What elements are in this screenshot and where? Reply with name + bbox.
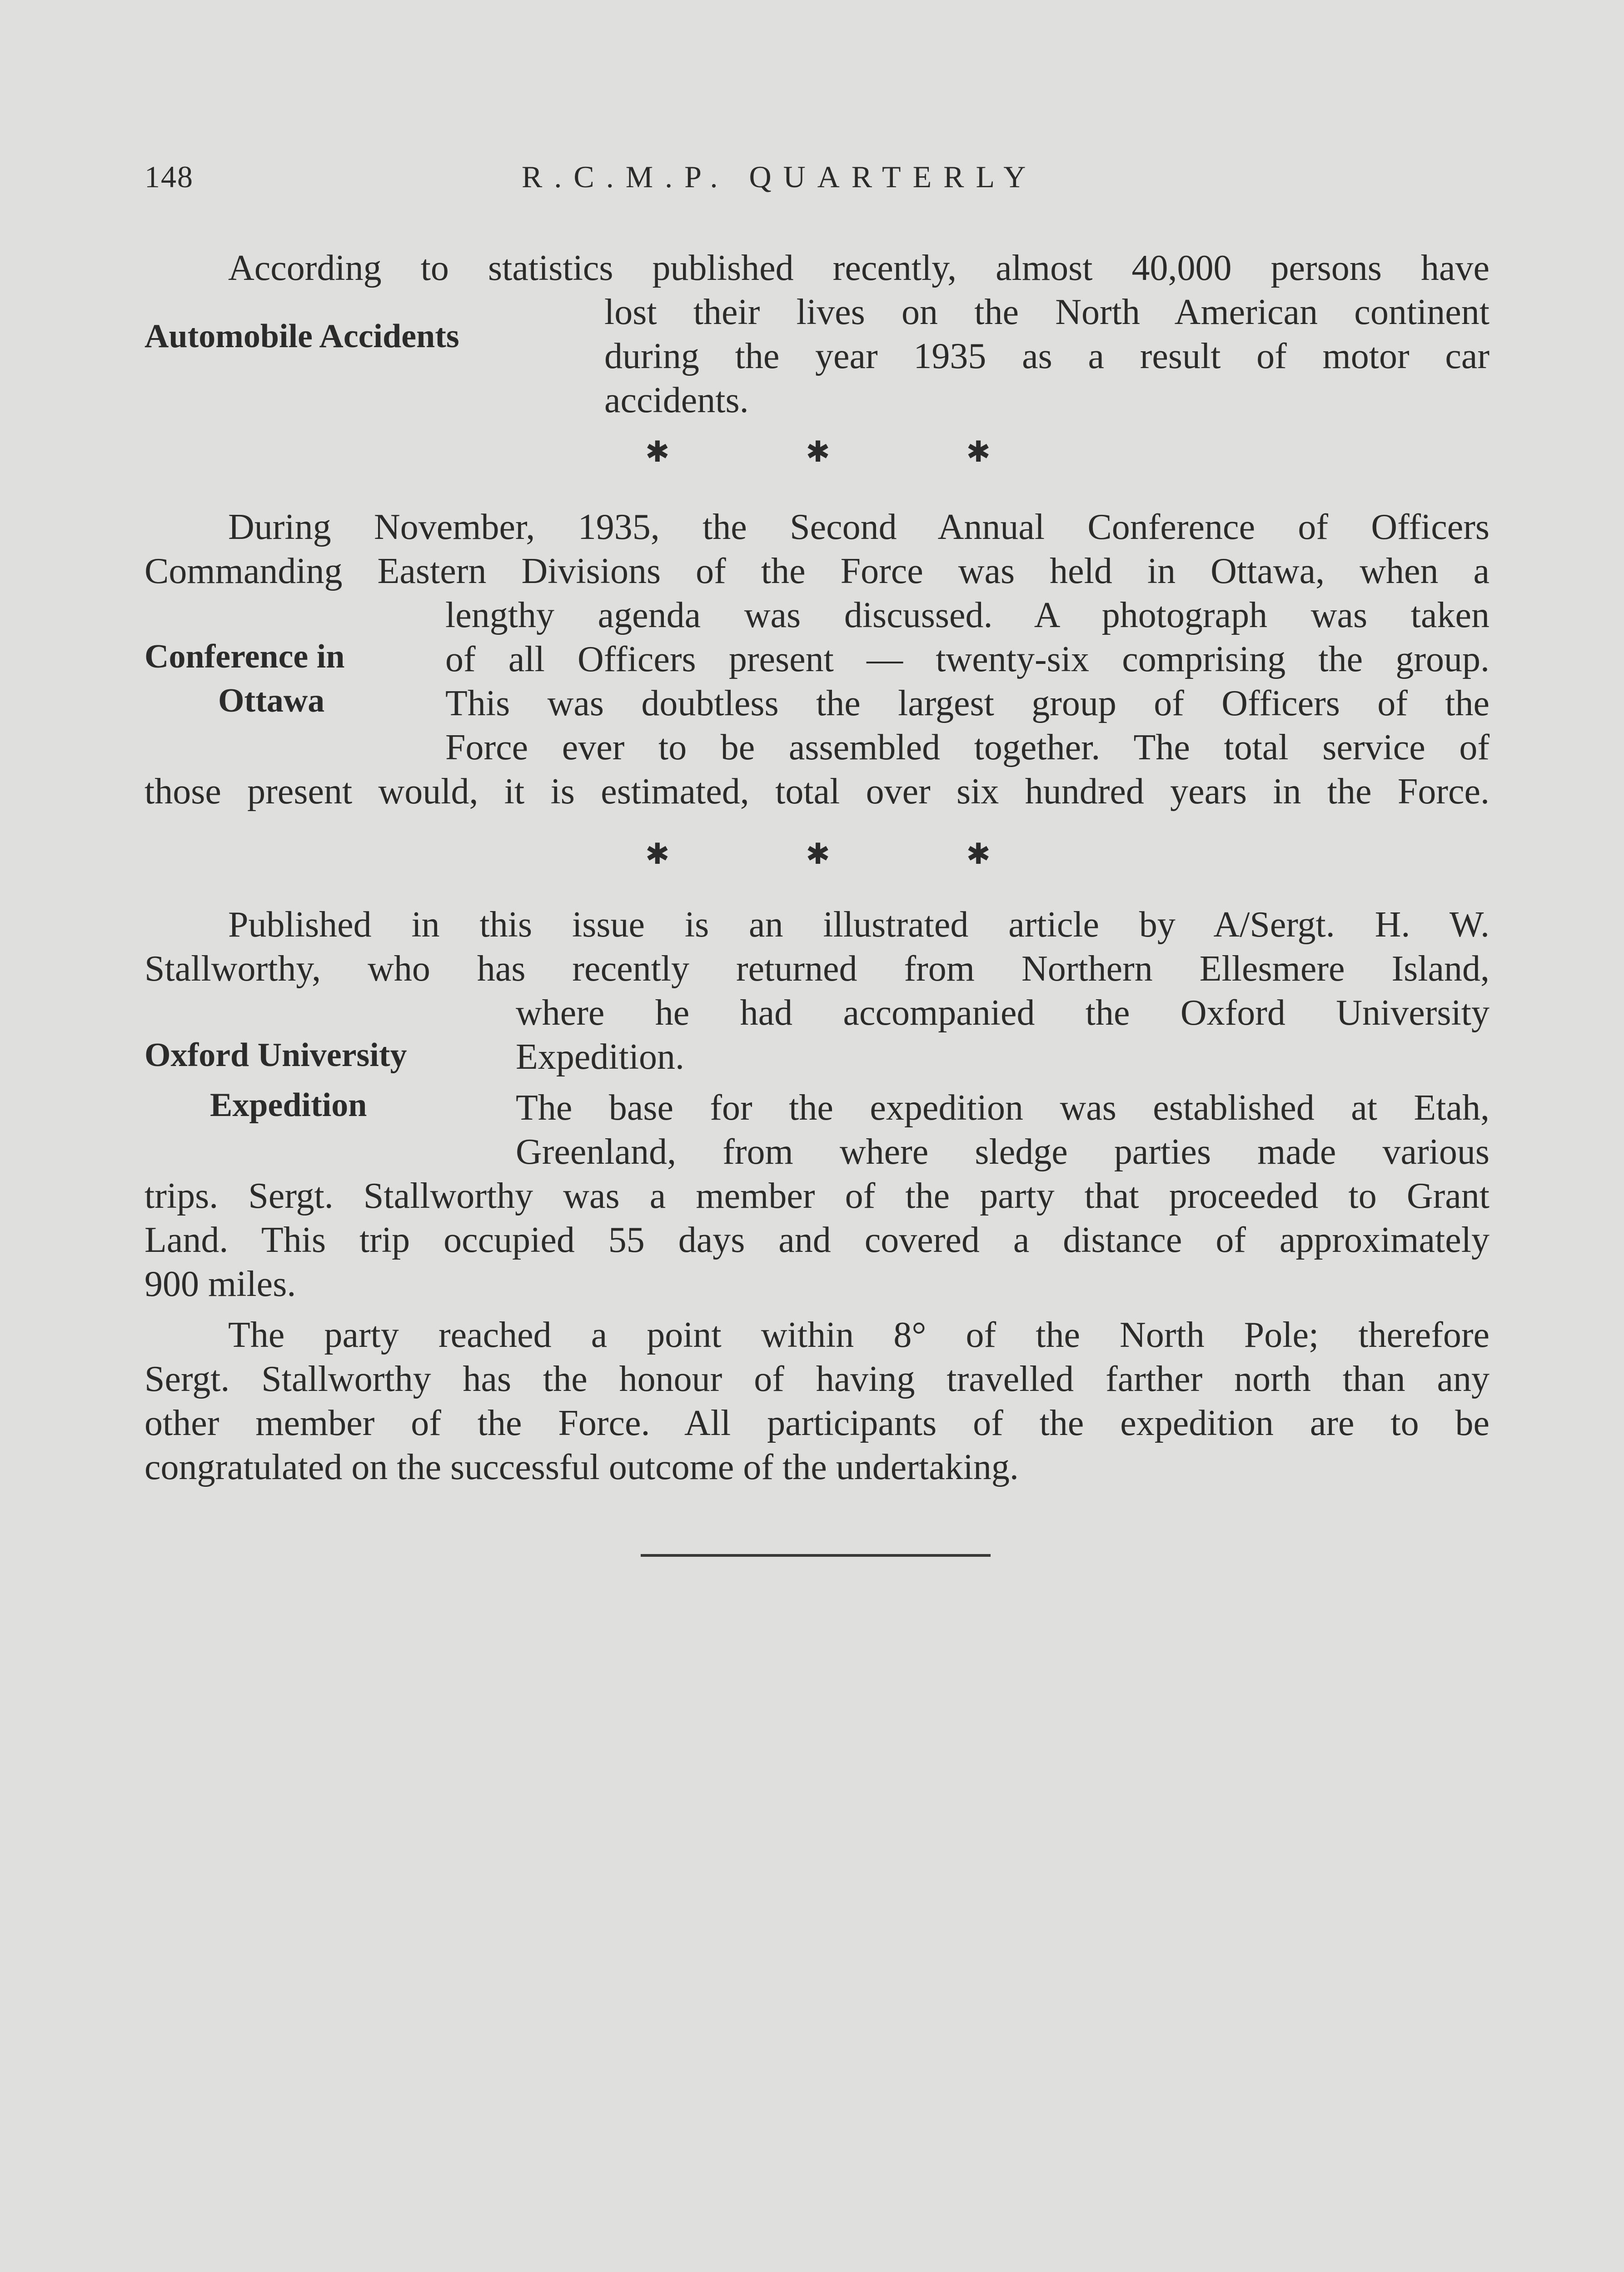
asterisk: ✱ [806,838,830,870]
asterisk: ✱ [645,838,670,870]
asterisk: ✱ [966,436,991,468]
paragraph-line: Force ever to be assembled together. The total service of [445,727,1489,767]
paragraph-line: Stallworthy, who has recently returned from Northern Ellesmere Island, [144,949,1489,989]
paragraph-line: congratulated on the successful outcome of the undertaking. [144,1447,1019,1487]
paragraph-line: during the year 1935 as a result of motor car [604,336,1489,376]
journal-title: R.C.M.P. QUARTERLY [522,159,1038,194]
paragraph-line: where he had accompanied the Oxford University [516,993,1489,1033]
paragraph-line: During November, 1935, the Second Annual Conference of Officers [228,507,1489,547]
section-separator [645,434,991,470]
paragraph-line: of all Officers present — twenty-six comprising the group. [445,639,1489,679]
paragraph-line: This was doubtless the largest group of Officers of the [445,683,1489,723]
paragraph-line: lost their lives on the North American continent [604,292,1489,332]
paragraph-line: accidents. [604,380,749,420]
paragraph-line: Land. This trip occupied 55 days and covered a distance of approximately [144,1220,1489,1260]
asterisk: ✱ [966,838,991,870]
page-number: 148 [144,159,194,194]
paragraph-line: Sergt. Stallworthy has the honour of having travelled farther north than any [144,1359,1489,1399]
paragraph-line: The party reached a point within 8° of the North Pole; therefore [228,1315,1489,1355]
paragraph-line: According to statistics published recently, almost 40,000 persons have [228,248,1489,288]
paragraph-line: 900 miles. [144,1264,296,1304]
asterisk: ✱ [806,436,830,468]
side-heading-conference-in: Conference in [144,638,345,675]
asterisk: ✱ [645,436,670,468]
paragraph-line: Greenland, from where sledge parties made various [516,1132,1489,1172]
side-heading-ottawa: Ottawa [218,682,325,719]
paragraph-line: those present would, it is estimated, total over six hundred years in the Force. [144,772,1489,812]
side-heading-automobile-accidents: Automobile Accidents [144,318,459,355]
side-heading-oxford-university: Oxford University [144,1036,407,1074]
paragraph-line: other member of the Force. All participants of the expedition are to be [144,1403,1489,1443]
paragraph-line: Expedition. [516,1037,685,1077]
end-rule [641,1554,991,1557]
paragraph-line: Published in this issue is an illustrated article by A/Sergt. H. W. [228,905,1489,945]
paragraph-line: lengthy agenda was discussed. A photograph was taken [445,595,1489,635]
paragraph-line: Commanding Eastern Divisions of the Force was held in Ottawa, when a [144,551,1489,591]
paragraph-line: trips. Sergt. Stallworthy was a member of the party that proceeded to Grant [144,1176,1489,1216]
section-separator [645,836,991,872]
paragraph-line: The base for the expedition was established at Etah, [516,1088,1489,1128]
side-heading-expedition: Expedition [210,1086,367,1124]
running-head [144,159,1489,200]
